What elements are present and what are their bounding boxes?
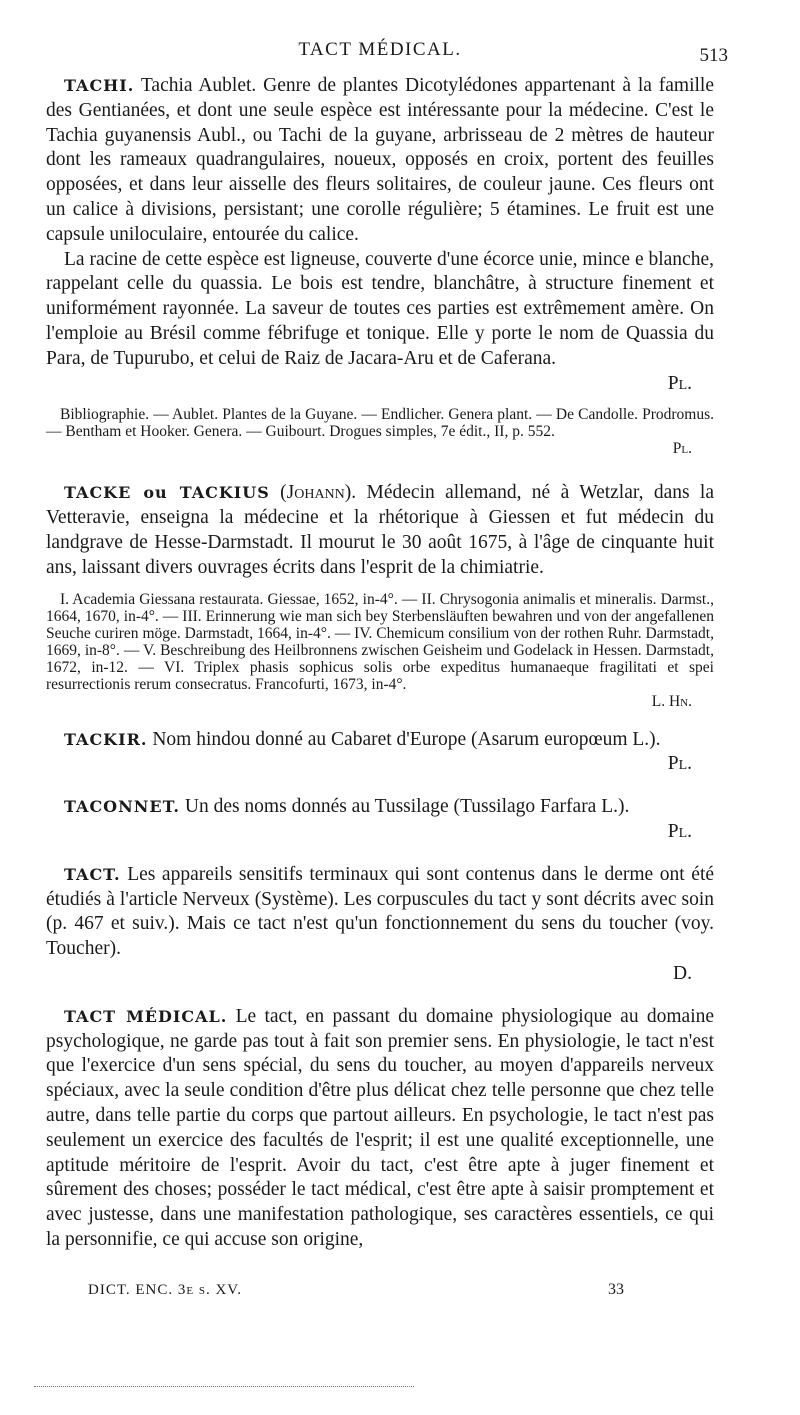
entry-tacke-works: I. Academia Giessana restaurata. Giessae, 1652, in-4°. — II. Chrysogonia animalis et mineralis. Darmst., 1664, 1670, in-4°. — III. Erinnerung wie man sich bey Sterbensläuften bewahren und von der angefallenen Seuche curiren möge. Darmstadt, 1664, in-4°. — IV. Chemicum consilium von der rothen Ruhr. Darmstadt, 1669, in-8°. — V. Beschreibung des Heilbronnens zwischen Geisheim und Godelack in Hessen. Darmstadt, 1672, in-12. — VI. Triplex phasis sophicus solis orbe expeditus humanaeque fragilitati et spei resurrectionis rerum consecratus. Francofurti, 1673, in-4°. xyxy=(46,590,714,693)
signature-mark: DICT. ENC. 3e s. XV. xyxy=(88,1282,242,1298)
entry-tackir-text: Nom hindou donné au Cabaret d'Europe (Asarum europœum L.). xyxy=(152,728,661,750)
entry-taconnet-headword: TACONNET. xyxy=(64,797,180,817)
entry-tacke-text: Médecin allemand, né à Wetzlar, dans la Vetteravie, enseigna la médecine et la rhétorique à Giessen et fut médecin du landgrave de Hesse-Darmstadt. Il mourut le 30 août 1675, à l'âge de cinquante huit ans, laissant divers ouvrages écrits dans l'esprit de la chimiatrie. xyxy=(46,482,714,578)
running-head-title: TACT MÉDICAL. xyxy=(298,39,462,60)
entry-tachi-author: Pl. xyxy=(667,372,692,394)
entry-tackir-headword: TACKIR. xyxy=(64,729,148,749)
entry-tachi-bibliography-author: Pl. xyxy=(672,440,692,458)
entry-tacke xyxy=(46,481,714,709)
entry-tachi xyxy=(46,74,714,457)
entry-tackir xyxy=(46,728,714,778)
entry-tacke-author: L. Hn. xyxy=(651,692,692,710)
entry-tact-paragraph xyxy=(46,863,714,962)
entry-tacke-headword-name: (Johann). xyxy=(280,482,357,504)
entry-taconnet-paragraph xyxy=(46,795,714,820)
entry-tact-author: D. xyxy=(673,962,692,984)
entry-taconnet xyxy=(46,795,714,845)
entry-tachi-bibliography: Bibliographie. — Aublet. Plantes de la Guyane. — Endlicher. Genera plant. — De Candolle. Prodromus. — Bentham et Hooker. Genera. — Guibourt. Drogues simples, 7e édit., II, p. 552. xyxy=(46,406,714,441)
entry-taconnet-text: Un des noms donnés au Tussilage (Tussilago Farfara L.). xyxy=(184,796,630,818)
entry-tachi-text-1: Tachia Aublet. Genre de plantes Dicotylédones appartenant à la famille des Gentianées, et dont une seule espèce est intéressante pour la médecine. C'est le Tachia guyanensis Aubl., ou Tachi de la guyane, arbrisseau de 2 mètres de hauteur dont les rameaux quadrangulaires, noueux, opposés en croix, portent des feuilles opposées, et dans leur aisselle des fleurs solitaires, de couleur jaune. Ces fleurs ont un calice à divisions, persistant; une corolle régulière; 5 étamines. Le fruit est une capsule uniloculaire, entourée du calice. xyxy=(46,75,714,245)
entry-tacke-headword: TACKE ou TACKIUS xyxy=(64,483,270,503)
entry-tact-medical-headword: TACT MÉDICAL. xyxy=(64,1006,228,1026)
entry-tackir-author: Pl. xyxy=(667,753,692,775)
entry-tact-headword: TACT. xyxy=(64,864,121,884)
sheet-number: 33 xyxy=(608,1281,624,1298)
entry-tact-text: Les appareils sensitifs terminaux qui sont contenus dans le derme ont été étudiés à l'article Nerveux (Système). Les corpuscules du tact y sont décrits avec soin (p. 467 et suiv.). Mais ce tact n'est qu'un fonctionnement du sens du toucher (voy. Toucher). xyxy=(46,863,715,960)
entry-tachi-paragraph-1 xyxy=(46,74,714,248)
entry-tact xyxy=(46,863,714,987)
page-number: 513 xyxy=(699,45,728,66)
entry-tact-medical xyxy=(46,1005,714,1253)
entry-tact-medical-text: Le tact, en passant du domaine physiologique au domaine psychologique, ne garde pas tout à fait son premier sens. En physiologie, le tact n'est que l'exercice d'un sens spécial, du sens du toucher, au moyen d'appareils nerveux spéciaux, avec la seule condition d'être plus délicat chez telle personne que chez telle autre, dans telle partie du corps que partout ailleurs. En psychologie, le tact n'est pas seulement un exercice des facultés de l'esprit; il est une qualité exceptionnelle, une aptitude méritoire de l'esprit. Avoir du tact, c'est être apte à juger finement et sûrement des choses; posséder le tact médical, c'est être apte à saisir promptement et avec justesse, dans une manifestation pathologique, ses caractères essentiels, ce qui la personnifie, ce qui accuse son origine, xyxy=(46,1005,715,1250)
entry-tacke-paragraph xyxy=(46,481,714,580)
entry-tact-medical-paragraph xyxy=(46,1005,714,1253)
running-head xyxy=(46,0,728,74)
entry-tachi-paragraph-2: La racine de cette espèce est ligneuse, couverte d'une écorce unie, mince e blanche, rappelant celle du quassia. Le bois est tendre, blanchâtre, à structure finement et uniformément rayonnée. La saveur de toutes ces parties est extrêmement amère. On l'emploie au Brésil comme fébrifuge et tonique. Elle y porte le nom de Quassia du Para, de Tupurubo, et celui de Raiz de Jacara-Aru et de Caferana. xyxy=(46,248,714,369)
entry-tackir-paragraph xyxy=(46,728,714,753)
entry-taconnet-author: Pl. xyxy=(667,820,692,842)
entry-tachi-headword: TACHI. xyxy=(64,76,135,95)
bottom-dotted-rule xyxy=(34,1386,414,1387)
